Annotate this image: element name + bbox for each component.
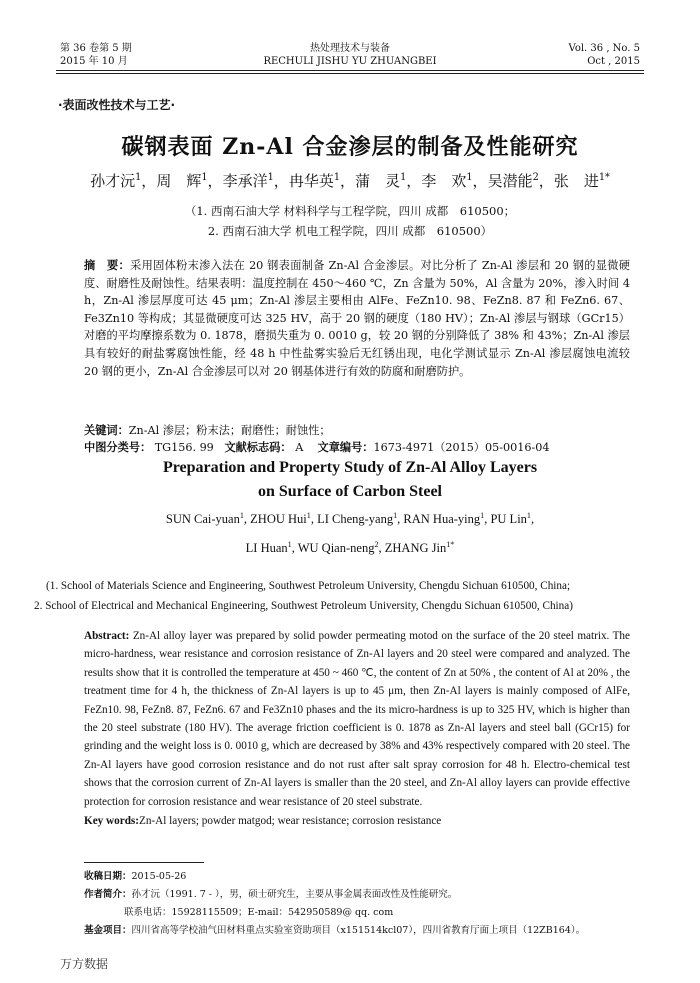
footnote-received xyxy=(84,870,630,884)
section-tag: ·表面改性技术与工艺· xyxy=(58,98,176,112)
author-zh: 吴潜能$^2$ xyxy=(487,172,539,190)
author-list-zh: 孙才沅$^1$，周 辉$^1$，李承洋$^1$，冉华英$^1$，蒲 灵$^1$，李 欢$^1$，吴潜能$^2$，张 进$^{1*}$ xyxy=(90,172,610,190)
author-en: ZHOU Hui$^1$ xyxy=(250,510,311,526)
affiliation-en-1: (1. School of Materials Science and Engineering, Southwest Petroleum University, Chengdu Sichuan 610500, China; xyxy=(46,580,571,592)
author-zh: 张 进$^{1*}$ xyxy=(553,172,610,190)
received-date: 2015-05-26 xyxy=(131,871,187,882)
doc-code-label: 文献标志码： xyxy=(224,441,292,454)
clc-label: 中图分类号： xyxy=(84,441,152,454)
keywords-text-en: Zn-Al layers; powder matgod; wear resistance; corrosion resistance xyxy=(139,815,442,828)
affiliation-zh-2: 2. 西南石油大学 机电工程学院，四川 成都 610500） xyxy=(207,224,493,238)
affiliation-zh-1: （1. 西南石油大学 材料科学与工程学院，四川 成都 610500； xyxy=(184,204,516,218)
footnote-rule xyxy=(84,862,204,863)
footnote-fund xyxy=(84,924,630,938)
author-zh: 蒲 灵$^1$ xyxy=(355,172,407,190)
publication-date-en: Oct , 2015 xyxy=(587,56,640,67)
keywords-label-zh: 关键词： xyxy=(84,424,129,437)
keywords-en xyxy=(84,812,630,830)
author-list-en-line2: LI Huan$^1$, WU Qian-neng$^2$, ZHANG Jin$^{1*}$ xyxy=(245,539,455,555)
author-zh: 李承洋$^1$ xyxy=(222,172,274,190)
author-en: WU Qian-neng$^2$ xyxy=(297,539,379,555)
journal-name-pinyin: RECHULI JISHU YU ZHUANGBEI xyxy=(263,56,437,67)
abstract-label-zh: 摘 要： xyxy=(84,259,131,272)
fund-text: 四川省高等学校油气田材料重点实验室资助项目（x151514kcl07），四川省教育厅面上项目（12ZB164）。 xyxy=(131,925,586,936)
article-number-value: 1673-4971（2015）05-0016-04 xyxy=(373,441,550,454)
author-en: ZHANG Jin$^{1*}$ xyxy=(384,539,455,555)
header-rule xyxy=(56,70,644,71)
author-en: PU Lin$^1$ xyxy=(490,510,531,526)
paper-title-en xyxy=(60,456,640,504)
paper-title-en-line2: on Surface of Carbon Steel xyxy=(258,483,442,500)
received-label: 收稿日期： xyxy=(84,871,132,882)
abstract-zh xyxy=(84,257,630,380)
footnote-contact: 联系电话：15928115509；E-mail：542950589@ qq. com xyxy=(124,907,394,918)
author-en: SUN Cai-yuan$^1$ xyxy=(165,510,244,526)
abstract-text-en: Zn-Al alloy layer was prepared by solid powder permeating motod on the surface of the 20 steel matrix. The micro-hardness, wear resistance and corrosion resistance of Zn-Al layers and 20 steel were compared and analyzed. The results show that it is controlled the temperature at 450 ~ 460 ℃, the content of Zn at 50% , the content of Al at 20% , the treatment time for 4 h, the thickness of Zn-Al layers is up to 45 μm, then Zn-Al layers is mainly composed of AlFe, FeZn10. 98, FeZn8. 87, FeZn6. 67 and Fe3Zn10 phases and the its micro-hardness is up to 325 HV, which is higher than the 20 steel substrate (180 HV). The average friction coefficient is 0. 1878 as Zn-Al layers and steel ball (GCr15) for grinding and the weight loss is 0. 0010 g, which are decreased by 38% and 43% respectively compared with 20 steel. The Zn-Al layers have good corrosion resistance and do not rust after salt spray corrosion for 48 h. Electro-chemical test shows that the corrosion current of Zn-Al layers is smaller than the 20 steel, and Zn-Al alloy layers can provide effective protection for corrosion resistance and wear resistance of 20 steel substrate. xyxy=(84,630,630,808)
affiliation-en-2: 2. School of Electrical and Mechanical Engineering, Southwest Petroleum University, Chengdu Sichuan 610500, China) xyxy=(34,600,573,612)
author-en: LI Cheng-yang$^1$ xyxy=(317,510,398,526)
doc-code-value: A xyxy=(295,441,304,454)
author-bio-label: 作者简介： xyxy=(84,889,132,900)
watermark: 万方数据 xyxy=(60,957,109,971)
article-number-label: 文章编号： xyxy=(317,441,374,454)
journal-name xyxy=(200,42,500,68)
keywords-label-en: Key words: xyxy=(84,815,139,828)
header-rule-thin xyxy=(56,73,644,74)
author-zh: 孙才沅$^1$ xyxy=(90,172,142,190)
abstract-en xyxy=(84,627,630,830)
abstract-label-en: Abstract: xyxy=(84,630,130,642)
author-en: RAN Hua-ying$^1$ xyxy=(403,510,485,526)
footnote-author xyxy=(84,888,630,902)
keywords-zh xyxy=(84,422,630,440)
journal-volume-issue xyxy=(60,42,132,68)
keywords-text-zh: Zn-Al 渗层；粉末法；耐磨性；耐蚀性； xyxy=(128,424,331,437)
abstract-text-zh: 采用固体粉末渗入法在 20 钢表面制备 Zn-Al 合金渗层。对比分析了 Zn-Al 渗层和 20 钢的显微硬度、耐磨性及耐蚀性。结果表明：温度控制在 450～460 ℃，Zn 含量为 50%，Al 含量为 20%，渗入时间 4 h，Zn-Al 渗层厚度可达 45 μm；Zn-Al 渗层主要相由 AlFe、FeZn10. 98、FeZn8. 87 和 FeZn6. 67、Fe3Zn10 等构成；其显微硬度可达 325 HV，高于 20 钢的硬度（180 HV）；Zn-Al 渗层与钢球（GCr15）对磨的平均摩擦系数为 0. 1878，磨损失重为 0. 0010 g，较 20 钢的分别降低了 38% 和 43%；Zn-Al 渗层具有较好的耐盐雾腐蚀性能，经 48 h 中性盐雾实验后无红锈出现，电化学测试显示 Zn-Al 渗层腐蚀电流较 20 钢的更小，Zn-Al 合金渗层可以对 20 钢基体进行有效的防腐和耐磨防护。 xyxy=(84,259,630,378)
publication-date: 2015 年 10 月 xyxy=(60,56,128,67)
paper-title-en-line1: Preparation and Property Study of Zn-Al Alloy Layers xyxy=(162,459,538,476)
author-bio: 孙才沅（1991. 7 - ），男，硕士研究生，主要从事金属表面改性及性能研究。 xyxy=(131,889,458,900)
author-zh: 冉华英$^1$ xyxy=(288,172,341,190)
author-list-en-line1: SUN Cai-yuan$^1$, ZHOU Hui$^1$, LI Cheng-yang$^1$, RAN Hua-ying$^1$, PU Lin$^1$, xyxy=(165,510,535,526)
volume-issue: 第 36 卷第 5 期 xyxy=(60,43,132,54)
author-en: LI Huan$^1$ xyxy=(245,539,292,555)
volume-issue-en: Vol. 36 , No. 5 xyxy=(568,43,640,54)
author-zh: 周 辉$^1$ xyxy=(156,172,208,190)
fund-label: 基金项目： xyxy=(84,925,132,936)
paper-title-zh: 碳钢表面 Zn-Al 合金渗层的制备及性能研究 xyxy=(121,134,579,160)
journal-name-zh: 热处理技术与装备 xyxy=(310,43,390,54)
classification-line xyxy=(84,439,630,457)
author-zh: 李 欢$^1$ xyxy=(421,172,473,190)
clc-value: TG156. 99 xyxy=(154,441,214,454)
journal-volume-en xyxy=(569,42,640,68)
